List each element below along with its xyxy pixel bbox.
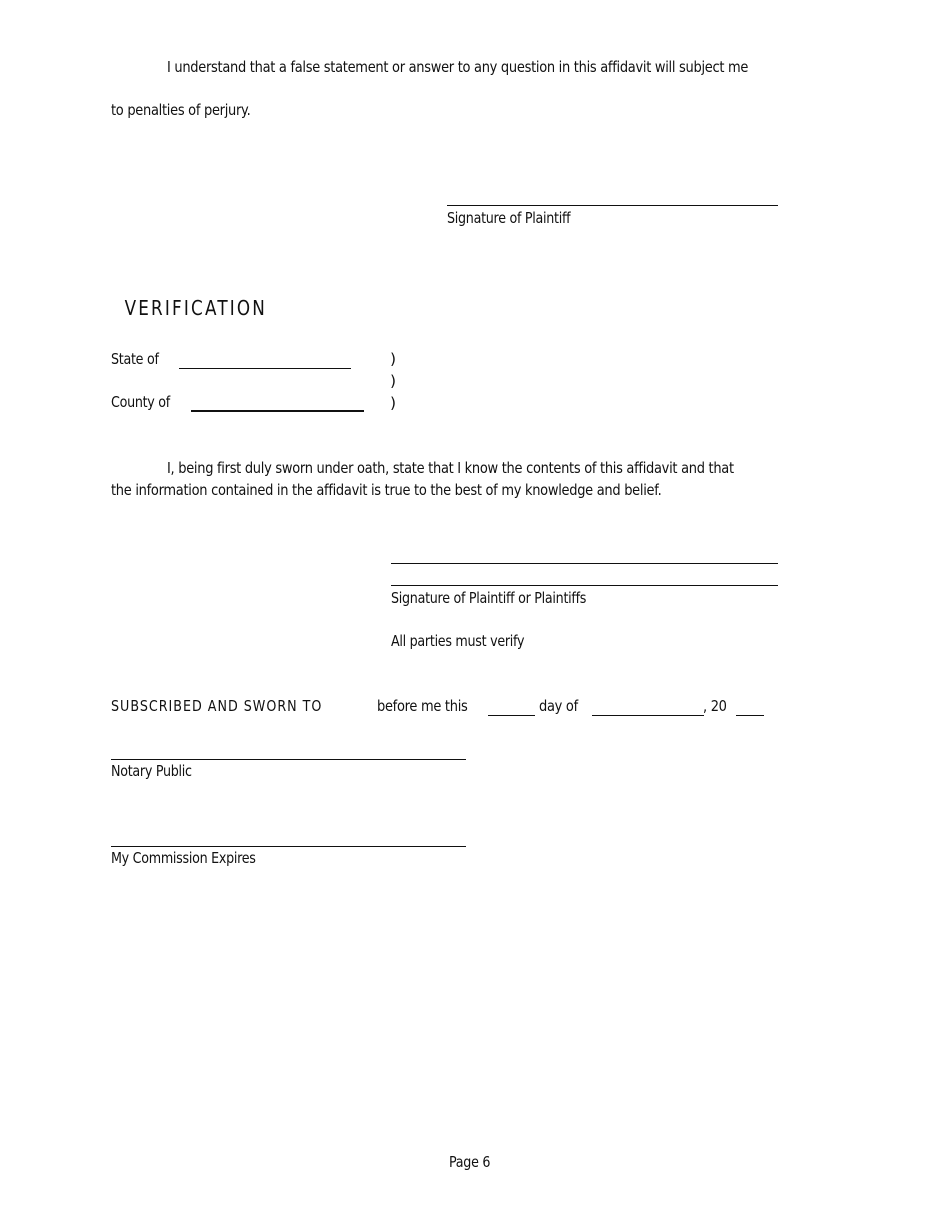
year-prefix-label: , 20 (703, 697, 727, 715)
plaintiffs-signature-line-1[interactable] (391, 563, 778, 564)
commission-expires-label: My Commission Expires (111, 849, 256, 867)
before-me-label: before me this (377, 697, 468, 715)
venue-bracket-2: ) (390, 372, 397, 390)
subscribed-sworn-label: SUBSCRIBED AND SWORN TO (111, 697, 323, 715)
county-field[interactable] (191, 410, 364, 412)
plaintiff-signature-label: Signature of Plaintiff (447, 209, 571, 227)
plaintiffs-signature-label: Signature of Plaintiff or Plaintiffs (391, 589, 587, 607)
notary-signature-line[interactable] (111, 759, 466, 760)
state-label: State of (111, 350, 159, 368)
verification-heading: VERIFICATION (124, 296, 268, 320)
venue-bracket-1: ) (390, 350, 397, 368)
perjury-statement-line-2: to penalties of perjury. (111, 101, 251, 119)
month-field[interactable] (592, 715, 704, 716)
notary-public-label: Notary Public (111, 762, 192, 780)
perjury-statement-line-1: I understand that a false statement or answer to any question in this affidavit will subject me (167, 58, 749, 76)
plaintiffs-signature-line-2[interactable] (391, 585, 778, 586)
county-label: County of (111, 393, 170, 411)
year-field[interactable] (736, 715, 764, 716)
plaintiff-signature-line[interactable] (447, 205, 778, 206)
day-of-label: day of (539, 697, 578, 715)
oath-statement-line-2: the information contained in the affidavit is true to the best of my knowledge and belief. (111, 481, 662, 499)
all-parties-note: All parties must verify (391, 632, 525, 650)
state-field[interactable] (179, 368, 351, 369)
oath-statement-line-1: I, being first duly sworn under oath, state that I know the contents of this affidavit and that (167, 459, 734, 477)
page-number: Page 6 (449, 1153, 491, 1171)
day-field[interactable] (488, 715, 535, 716)
commission-expires-line[interactable] (111, 846, 466, 847)
venue-bracket-3: ) (390, 394, 397, 412)
